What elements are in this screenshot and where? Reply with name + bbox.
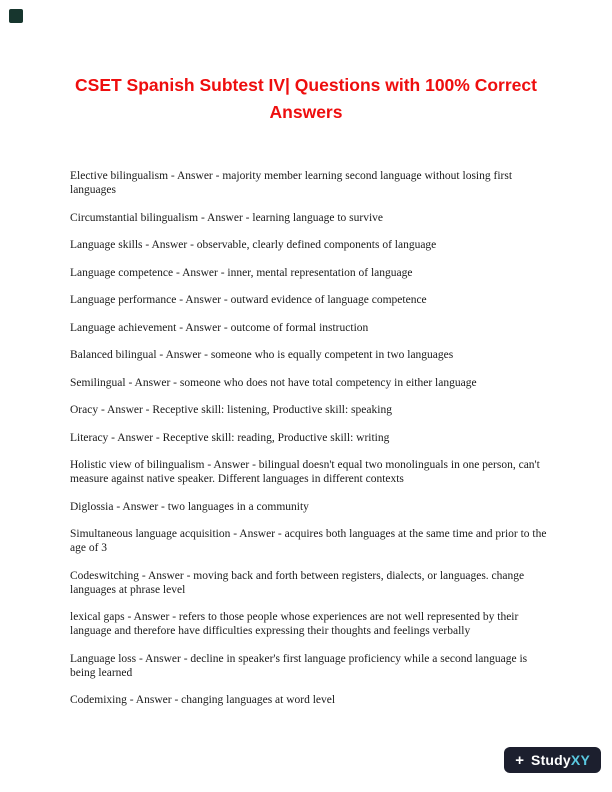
qa-item: Language loss - Answer - decline in speaker's first language proficiency while a second language is being learned (70, 652, 528, 679)
qa-item: Elective bilingualism - Answer - majority member learning second language without losing first languages (70, 170, 513, 196)
qa-item: Semilingual - Answer - someone who does not have total competency in either language (70, 376, 477, 389)
studyxy-logo-text (531, 752, 590, 768)
page-title: CSET Spanish Subtest IV| Questions with 100% Correct Answers (75, 75, 537, 122)
qa-item: Language competence - Answer - inner, mental representation of language (70, 266, 413, 279)
title-container (0, 72, 612, 126)
qa-item: Oracy - Answer - Receptive skill: listening, Productive skill: speaking (70, 404, 392, 416)
qa-item: Holistic view of bilingualism - Answer - bilingual doesn't equal two monolinguals in one person, can't measure against native speaker. Different languages in different contexts (70, 459, 540, 485)
qa-item: Codeswitching - Answer - moving back and forth between registers, dialects, or languages. change languages at phrase level (70, 569, 525, 596)
qa-item: lexical gaps - Answer - refers to those people whose experiences are not well represented by their language and therefore have difficulties expressing their thoughts and feelings verbally (70, 611, 519, 637)
logo-text-xy: XY (570, 752, 590, 768)
qa-item: Codemixing - Answer - changing languages at word level (70, 694, 336, 706)
qa-item: Circumstantial bilingualism - Answer - learning language to survive (70, 211, 383, 224)
plus-icon: + (515, 751, 525, 769)
qa-item: Balanced bilingual - Answer - someone who is equally competent in two languages (70, 349, 454, 361)
qa-item: Language performance - Answer - outward evidence of language competence (70, 294, 427, 306)
qa-list (70, 169, 547, 721)
corner-logo-icon (9, 9, 23, 23)
studyxy-logo (504, 747, 601, 773)
qa-item: Language achievement - Answer - outcome of formal instruction (70, 321, 369, 334)
qa-item: Simultaneous language acquisition - Answer - acquires both languages at the same time and prior to the age of 3 (70, 528, 547, 554)
qa-item: Literacy - Answer - Receptive skill: reading, Productive skill: writing (70, 431, 390, 444)
qa-item: Diglossia - Answer - two languages in a community (70, 500, 309, 513)
logo-text-study: Study (531, 752, 571, 768)
qa-item: Language skills - Answer - observable, clearly defined components of language (70, 239, 437, 251)
